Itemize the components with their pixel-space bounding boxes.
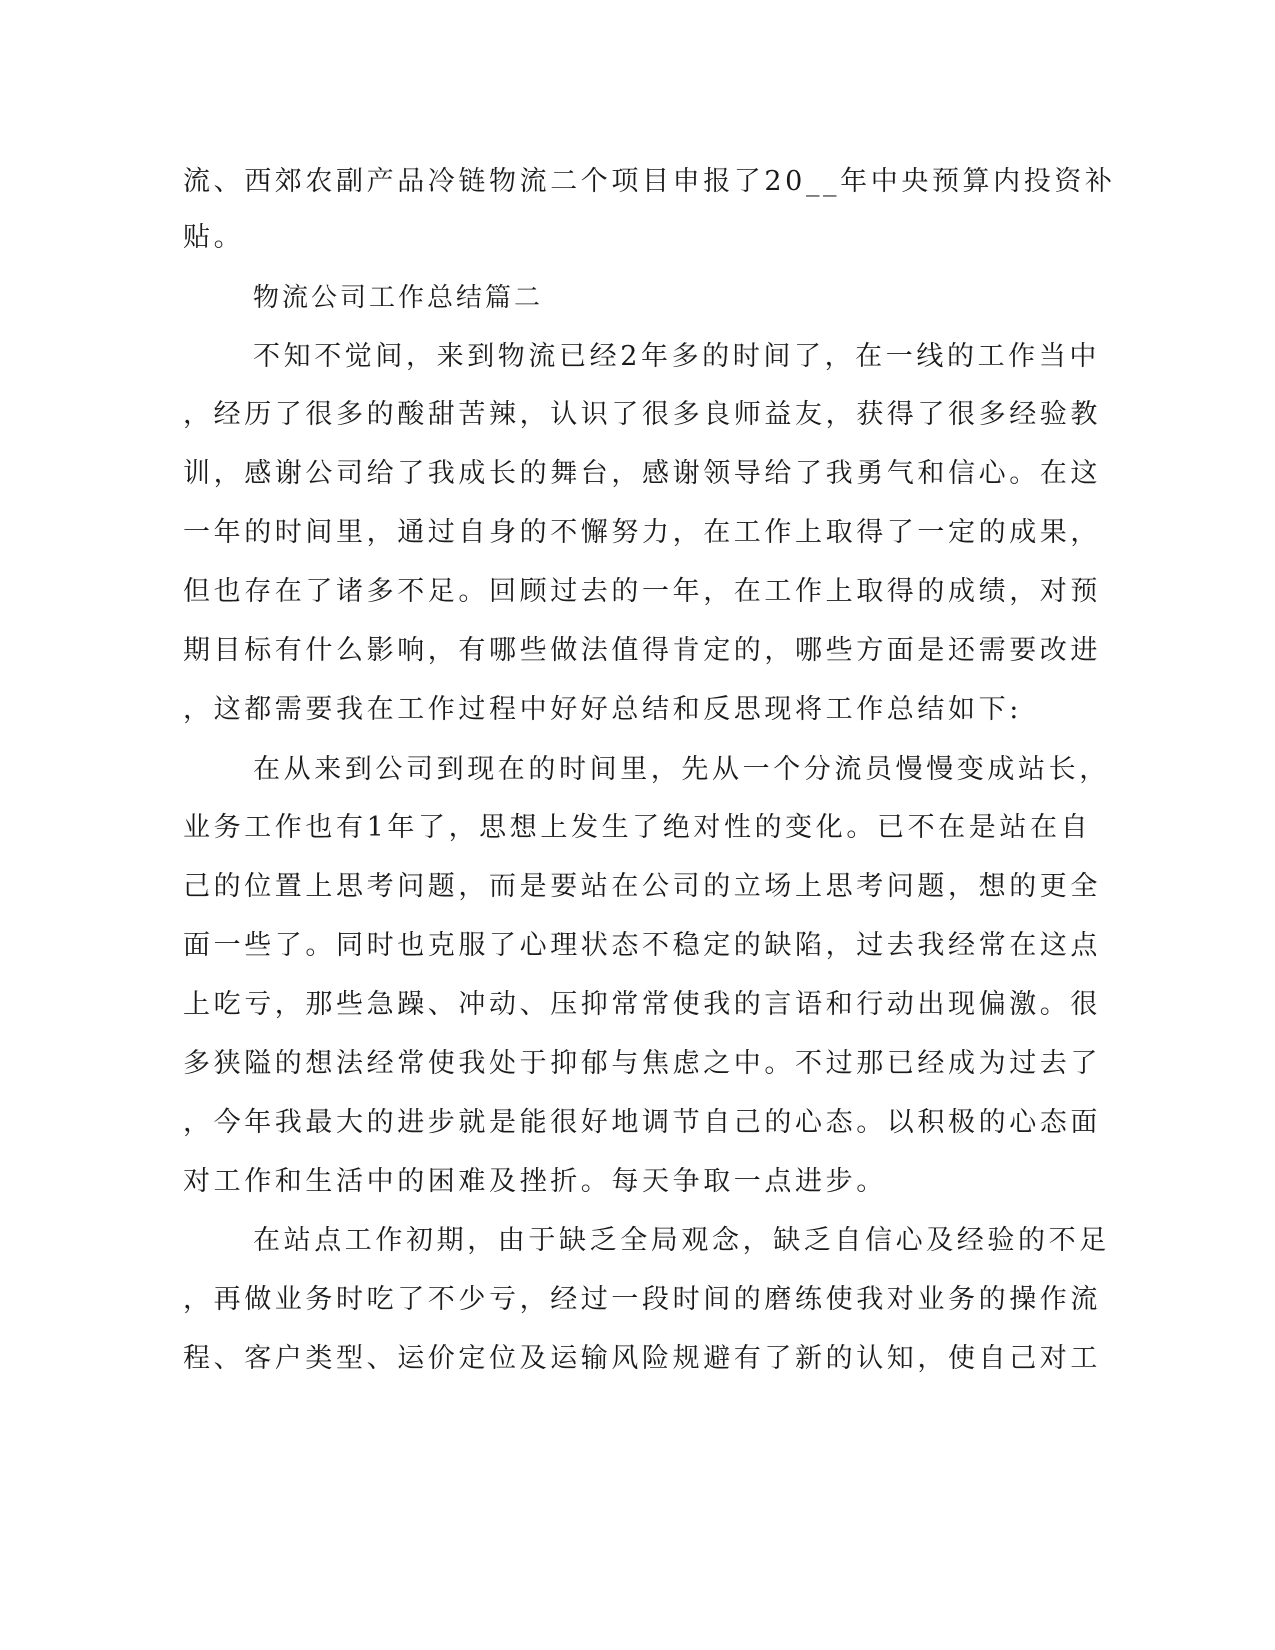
paragraph-first-line: 不知不觉间，来到物流已经2年多的时间了，在一线的工作当中 bbox=[253, 341, 1100, 372]
text-line: 业务工作也有1年了，思想上发生了绝对性的变化。已不在是站在自 bbox=[183, 812, 1092, 843]
text-line: ，这都需要我在工作过程中好好总结和反思现将工作总结如下: bbox=[183, 694, 1022, 725]
section-heading: 物流公司工作总结篇二 bbox=[253, 283, 544, 313]
text-line: 贴。 bbox=[183, 222, 245, 253]
text-line: ，今年我最大的进步就是能很好地调节自己的心态。以积极的心态面 bbox=[183, 1107, 1101, 1138]
text-line: 对工作和生活中的困难及挫折。每天争取一点进步。 bbox=[183, 1166, 887, 1197]
text-line: 上吃亏，那些急躁、冲动、压抑常常使我的言语和行动出现偏激。很 bbox=[183, 989, 1101, 1020]
text-line: 多狭隘的想法经常使我处于抑郁与焦虑之中。不过那已经成为过去了 bbox=[183, 1048, 1101, 1079]
text-line: 训，感谢公司给了我成长的舞台，感谢领导给了我勇气和信心。在这 bbox=[183, 458, 1101, 489]
paragraph-first-line: 在站点工作初期，由于缺乏全局观念，缺乏自信心及经验的不足 bbox=[253, 1225, 1110, 1256]
text-line: 面一些了。同时也克服了心理状态不稳定的缺陷，过去我经常在这点 bbox=[183, 930, 1101, 961]
text-line: 但也存在了诸多不足。回顾过去的一年，在工作上取得的成绩，对预 bbox=[183, 576, 1101, 607]
paragraph-first-line: 在从来到公司到现在的时间里，先从一个分流员慢慢变成站长， bbox=[253, 754, 1110, 785]
text-line: ，经历了很多的酸甜苦辣，认识了很多良师益友，获得了很多经验教 bbox=[183, 399, 1101, 430]
text-line: 期目标有什么影响，有哪些做法值得肯定的，哪些方面是还需要改进 bbox=[183, 635, 1101, 666]
text-line: ，再做业务时吃了不少亏，经过一段时间的磨练使我对业务的操作流 bbox=[183, 1284, 1101, 1315]
text-line: 流、西郊农副产品冷链物流二个项目申报了20__年中央预算内投资补 bbox=[183, 166, 1116, 197]
text-line: 己的位置上思考问题，而是要站在公司的立场上思考问题，想的更全 bbox=[183, 871, 1101, 902]
text-line: 程、客户类型、运价定位及运输风险规避有了新的认知，使自己对工 bbox=[183, 1343, 1101, 1374]
text-line: 一年的时间里，通过自身的不懈努力，在工作上取得了一定的成果， bbox=[183, 517, 1101, 548]
